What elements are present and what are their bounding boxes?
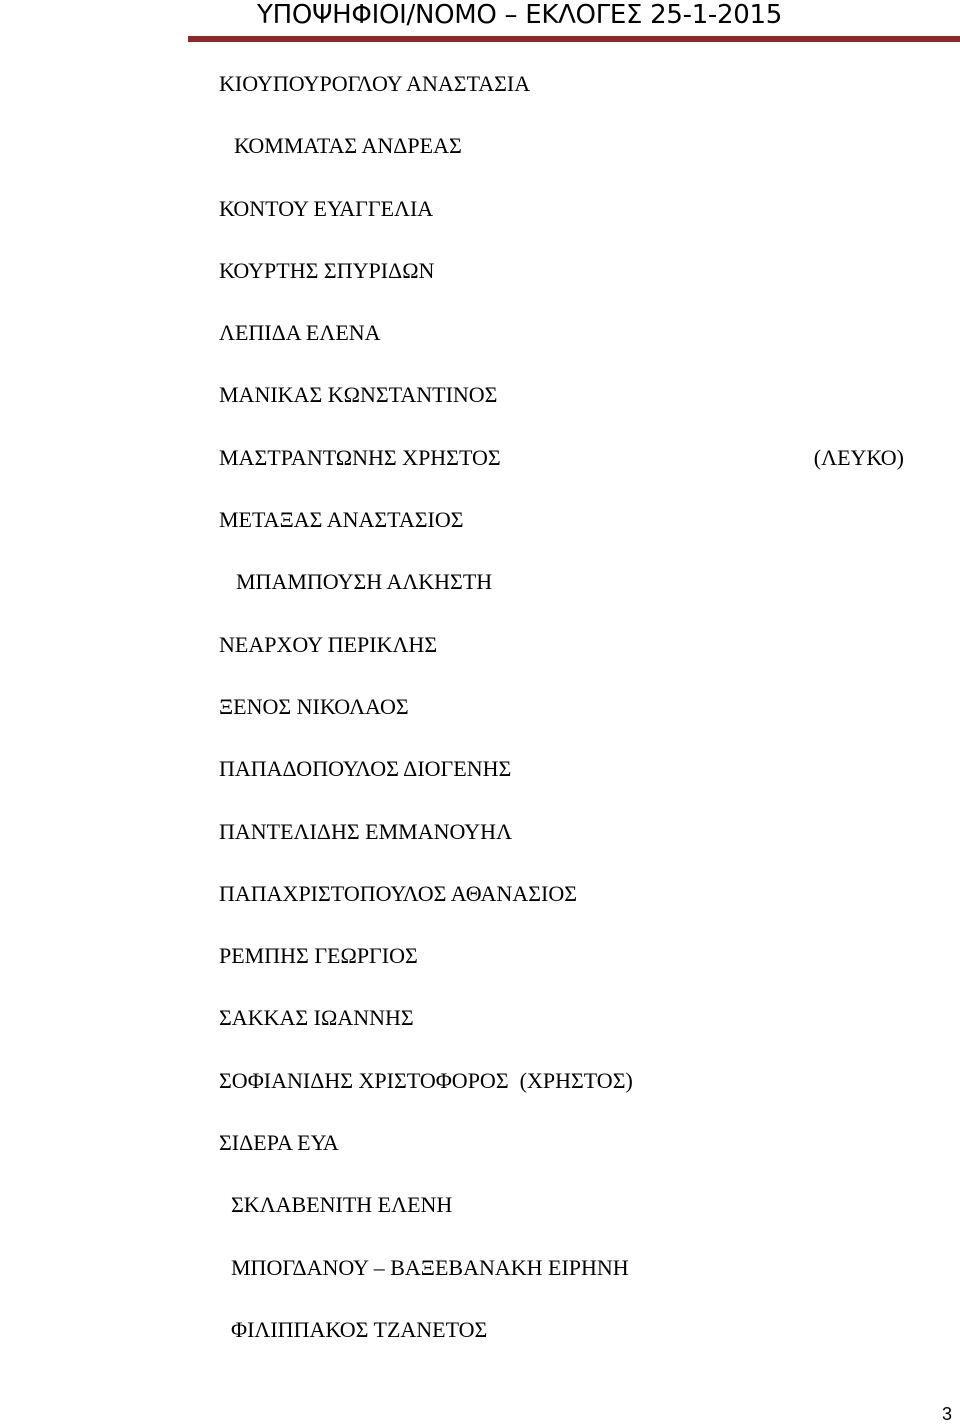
candidate-name: ΚΟΥΡΤΗΣ ΣΠΥΡΙΔΩΝ <box>219 258 435 283</box>
candidate-name: ΜΕΤΑΞΑΣ ΑΝΑΣΤΑΣΙΟΣ <box>219 507 464 532</box>
page-number: 3 <box>941 1404 952 1424</box>
page-header-title: ΥΠΟΨΗΦΙΟΙ/ΝΟΜΟ – ΕΚΛΟΓΕΣ 25-1-2015 <box>257 0 782 30</box>
candidate-name: ΣΙΔΕΡΑ ΕΥΑ <box>219 1130 339 1155</box>
candidate-name: ΠΑΠΑΔΟΠΟΥΛΟΣ ΔΙΟΓΕΝΗΣ <box>219 756 512 781</box>
candidate-note: (ΛΕΥΚΟ) <box>813 445 904 470</box>
candidate-name: ΠΑΝΤΕΛΙΔΗΣ ΕΜΜΑΝΟΥΗΛ <box>219 819 513 844</box>
candidate-name: ΜΑΝΙΚΑΣ ΚΩΝΣΤΑΝΤΙΝΟΣ <box>219 382 498 407</box>
header-divider <box>188 36 960 42</box>
candidate-name: ΛΕΠΙΔΑ ΕΛΕΝΑ <box>219 320 381 345</box>
candidate-name: ΜΠΑΜΠΟΥΣΗ ΑΛΚΗΣΤΗ <box>236 569 493 594</box>
candidate-name: ΠΑΠΑΧΡΙΣΤΟΠΟΥΛΟΣ ΑΘΑΝΑΣΙΟΣ <box>219 881 578 906</box>
candidate-name: ΜΠΟΓΔΑΝΟΥ – ΒΑΞΕΒΑΝΑΚΗ ΕΙΡΗΝΗ <box>231 1255 629 1280</box>
candidate-name: ΚΙΟΥΠΟΥΡΟΓΛΟΥ ΑΝΑΣΤΑΣΙΑ <box>219 71 531 96</box>
candidate-name: ΣΟΦΙΑΝΙΔΗΣ ΧΡΙΣΤΟΦΟΡΟΣ (ΧΡΗΣΤΟΣ) <box>219 1068 633 1093</box>
candidate-name: ΣΚΛΑΒΕΝΙΤΗ ΕΛΕΝΗ <box>231 1192 453 1217</box>
candidate-name: ΦΙΛΙΠΠΑΚΟΣ ΤΖΑΝΕΤΟΣ <box>231 1317 488 1342</box>
candidate-name: ΣΑΚΚΑΣ ΙΩΑΝΝΗΣ <box>219 1005 414 1030</box>
candidate-name: ΝΕΑΡΧΟΥ ΠΕΡΙΚΛΗΣ <box>219 632 438 657</box>
candidate-name: ΡΕΜΠΗΣ ΓΕΩΡΓΙΟΣ <box>219 943 418 968</box>
candidate-name: ΜΑΣΤΡΑΝΤΩΝΗΣ ΧΡΗΣΤΟΣ <box>219 445 501 470</box>
candidate-name: ΚΟΜΜΑΤΑΣ ΑΝΔΡΕΑΣ <box>234 133 462 158</box>
candidate-name: ΚΟΝΤΟΥ ΕΥΑΓΓΕΛΙΑ <box>219 196 434 221</box>
candidate-name: ΞΕΝΟΣ ΝΙΚΟΛΑΟΣ <box>219 694 409 719</box>
